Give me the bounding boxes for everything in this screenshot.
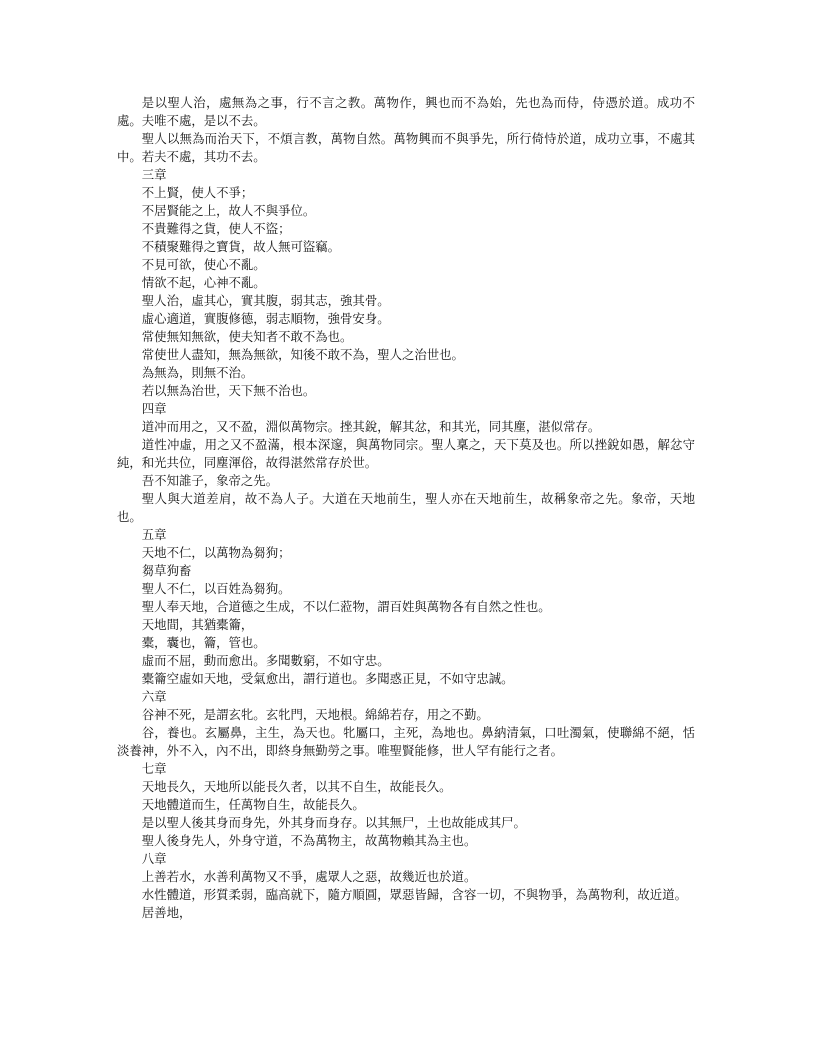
paragraph: 聖人治，虛其心，實其腹，弱其志，強其骨。: [141, 293, 390, 308]
paragraph: 道冲而用之，又不盈，淵似萬物宗。挫其銳，解其忿，和其光，同其塵，湛似常存。: [141, 419, 601, 434]
paragraph: 不見可欲，使心不亂。: [141, 257, 266, 272]
paragraph: 居善地，: [141, 905, 192, 920]
paragraph: 聖人不仁，以百姓為芻狗。: [141, 581, 291, 596]
chapter-heading: 七章: [141, 761, 167, 776]
paragraph: 不上賢，使人不爭；: [141, 185, 254, 200]
paragraph: 情欲不起，心神不亂。: [141, 275, 266, 290]
paragraph: 聖人後身先人，外身守道，不為萬物主，故萬物賴其為主也。: [141, 833, 477, 848]
paragraph: 吾不知誰子，象帝之先。: [141, 473, 279, 488]
chapter-heading: 四章: [141, 401, 167, 416]
paragraph: 天地間，其猶橐籥，: [141, 617, 254, 632]
chapter-heading: 六章: [141, 689, 167, 704]
paragraph: 不貴難得之貨，使人不盜；: [141, 221, 291, 236]
paragraph: 水性體道，形質柔弱，臨高就下，隨方順圓，眾惡皆歸，含容一切，不與物爭，為萬物利，故近道。: [141, 887, 687, 902]
paragraph: 芻草狗畜: [141, 563, 192, 578]
chapter-heading: 八章: [141, 851, 167, 866]
chapter-heading: 三章: [141, 167, 167, 182]
paragraph: 常使無知無欲，使夫知者不敢不為也。: [141, 329, 353, 344]
paragraph: 橐，囊也，籥，管也。: [141, 635, 266, 650]
paragraph: 虛心適道，實腹修德，弱志順物，強骨安身。: [141, 311, 390, 326]
paragraph: 是以聖人後其身而身先，外其身而身存。以其無尸，土也故能成其尸。: [141, 815, 526, 830]
paragraph: 常使世人盡知，無為無欲，知後不敢不為，聖人之治世也。: [141, 347, 464, 362]
paragraph: 虛而不屈，動而愈出。多聞數窮，不如守忠。: [141, 653, 390, 668]
paragraph: 若以無為治世，天下無不治也。: [141, 383, 316, 398]
paragraph: 天地不仁，以萬物為芻狗；: [141, 545, 291, 560]
paragraph: 道性冲虛，用之又不盈滿，根本深邃，與萬物同宗。聖人稟之，天下莫及也。所以挫銳如愚，解忿守純，和光共位，同塵渾俗，故得湛然常存於世。: [117, 437, 695, 470]
paragraph: 不居賢能之上，故人不與爭位。: [141, 203, 316, 218]
paragraph: 谷，養也。玄屬鼻，主生，為天也。牝屬口，主死，為地也。鼻納清氣，口吐濁氣，使聯綿不絕，恬淡養神，外不入，內不出，即終身無勤勞之事。唯聖賢能修，世人罕有能行之者。: [117, 725, 695, 758]
paragraph: 為無為，則無不治。: [141, 365, 254, 380]
document-page: [117, 94, 695, 922]
paragraph: 谷神不死，是謂玄牝。玄牝門，天地根。綿綿若存，用之不勤。: [141, 707, 489, 722]
paragraph: 橐籥空虛如天地，受氣愈出，謂行道也。多聞惑正見，不如守忠誠。: [141, 671, 514, 686]
paragraph: 天地長久，天地所以能長久者，以其不自生，故能長久。: [141, 779, 452, 794]
paragraph: 不積聚難得之寶貨，故人無可盜竊。: [141, 239, 341, 254]
chapter-heading: 五章: [141, 527, 167, 542]
paragraph: 上善若水，水善利萬物又不爭，處眾人之惡，故幾近也於道。: [141, 869, 477, 884]
paragraph: 聖人與大道差肩，故不為人子。大道在天地前生，聖人亦在天地前生，故稱象帝之先。象帝，天地也。: [117, 491, 695, 524]
paragraph: 聖人奉天地，合道德之生成，不以仁蒞物，謂百姓與萬物各有自然之性也。: [141, 599, 551, 614]
paragraph: 天地體道而生，任萬物自生，故能長久。: [141, 797, 365, 812]
paragraph: 是以聖人治，處無為之事，行不言之教。萬物作，興也而不為始，先也為而侍，侍憑於道。成功不處。夫唯不處，是以不去。: [117, 95, 695, 128]
paragraph: 聖人以無為而治天下，不煩言教，萬物自然。萬物興而不與爭先，所行倚恃於道，成功立事，不處其中。若夫不處，其功不去。: [117, 131, 695, 164]
